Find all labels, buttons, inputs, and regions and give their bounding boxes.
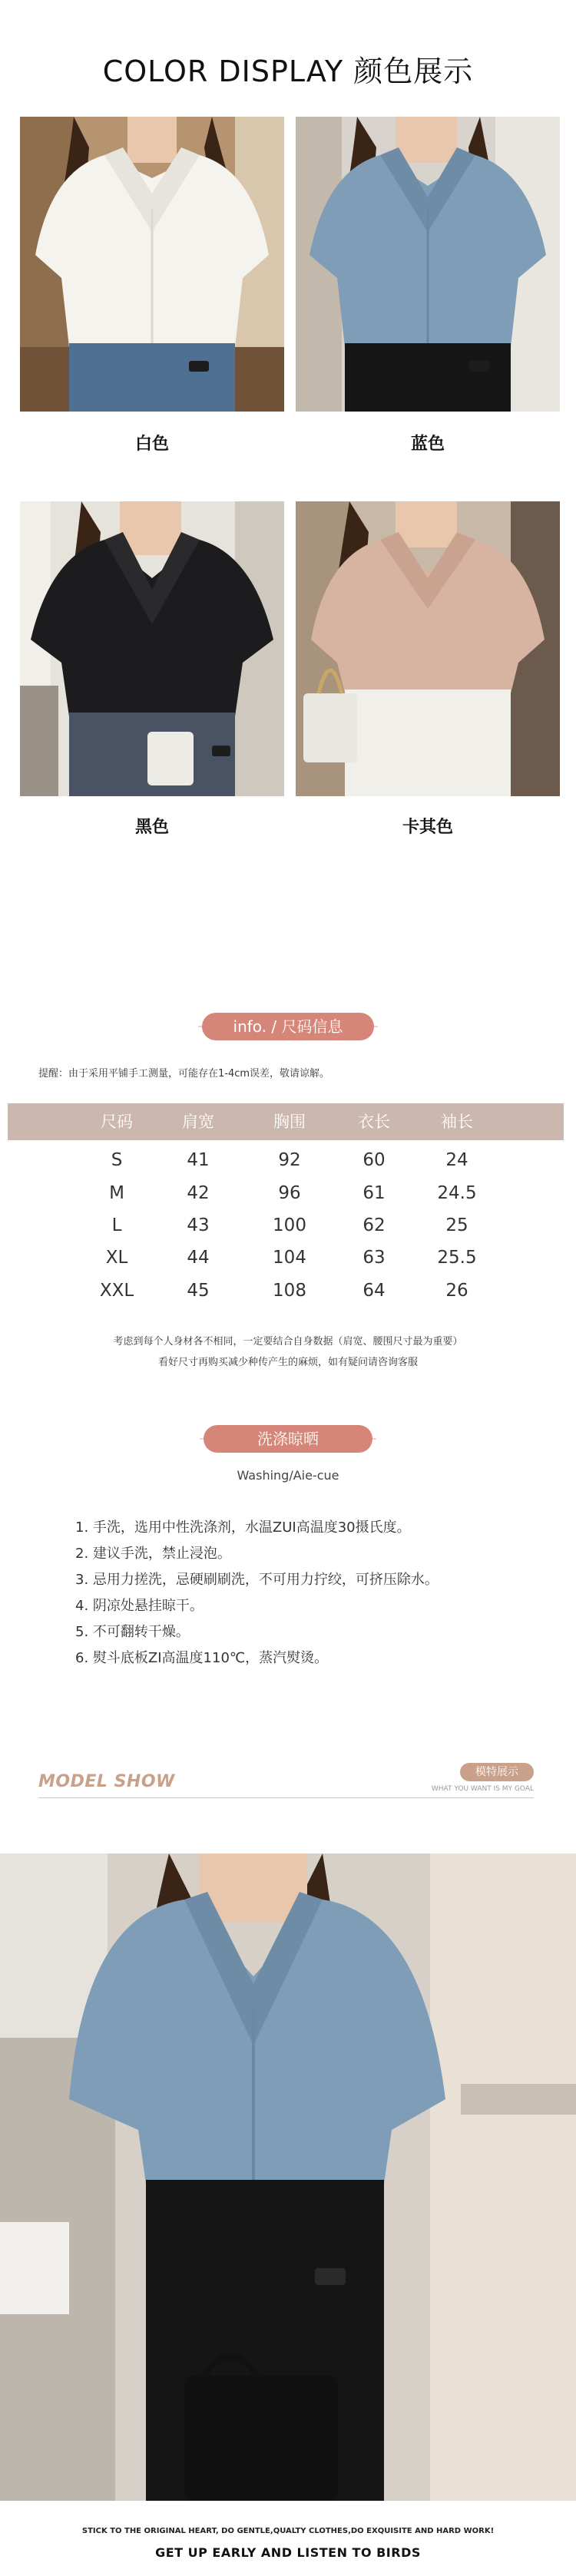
header-bust: 胸围 [273,1113,306,1131]
model-image [0,1853,576,2501]
wash-instruction: 6. 熨斗底板ZI高温度110℃，蒸汽熨烫。 [75,1650,329,1666]
shoulder-cell: 43 [187,1215,210,1235]
black-shirt-image [20,501,284,796]
color-display-title: COLOR DISPLAY 颜色展示 [102,55,474,88]
wash-instruction: 2. 建议手洗，禁止浸泡。 [75,1546,231,1562]
variant-photo-black[interactable] [20,501,284,796]
wash-instruction: 4. 阴凉处悬挂晾干。 [75,1598,204,1614]
model-show-divider [38,1797,534,1798]
bust-cell: 108 [273,1281,306,1301]
header-sleeve: 袖长 [441,1113,473,1131]
shoulder-cell: 45 [187,1281,210,1301]
header-length: 衣长 [358,1113,390,1131]
length-cell: 63 [362,1248,386,1268]
header-shoulder: 肩宽 [182,1113,214,1131]
bust-cell: 100 [273,1215,306,1235]
model-show-subtitle: WHAT YOU WANT IS MY GOAL [431,1785,534,1793]
footer-slogan: STICK TO THE ORIGINAL HEART, DO GENTLE,QUALTY CLOTHES,DO EXQUISITE AND HARD WORK! [81,2527,495,2535]
footer-tagline: GET UP EARLY AND LISTEN TO BIRDS [155,2545,421,2560]
length-cell: 64 [362,1281,386,1301]
sleeve-cell: 24.5 [437,1183,477,1203]
khaki-shirt-image [296,501,560,796]
length-cell: 61 [362,1183,386,1203]
variant-photo-blue[interactable] [296,117,560,412]
model-show-badge: 模特展示 [460,1763,534,1781]
variant-label-black: 黑色 [134,818,169,837]
size-cell: L [111,1215,122,1235]
bust-cell: 96 [278,1183,301,1203]
sleeve-cell: 25.5 [437,1248,477,1268]
length-cell: 60 [362,1150,386,1170]
header-size: 尺码 [101,1113,133,1131]
size-cell: XL [105,1248,128,1268]
length-cell: 62 [362,1215,386,1235]
shoulder-cell: 42 [187,1183,210,1203]
variant-label-blue: 蓝色 [410,435,445,454]
variant-photo-white[interactable] [20,117,284,412]
washing-section-label: 洗涤晾晒 [204,1425,372,1453]
size-cell: XXL [99,1281,134,1301]
size-cell: S [111,1150,123,1170]
wash-instruction: 1. 手洗，选用中性洗涤剂，水温ZUI高温度30摄氏度。 [75,1519,411,1536]
variant-label-white: 白色 [134,435,169,454]
bust-cell: 104 [273,1248,306,1268]
variant-label-khaki: 卡其色 [402,818,453,837]
sleeve-cell: 26 [445,1281,468,1301]
wash-instruction: 3. 忌用力搓洗，忌硬刷刷洗，不可用力拧绞，可挤压除水。 [75,1572,439,1588]
sleeve-cell: 25 [445,1215,468,1235]
info-section-label: info. / 尺码信息 [202,1013,374,1040]
blue-shirt-image [296,117,560,412]
size-note-1: 考虑到每个人身材各不相同，一定要结合自身数据（肩宽、腰围尺寸最为重要） [113,1336,463,1348]
sleeve-cell: 24 [445,1150,468,1170]
measurement-tip: 提醒：由于采用平铺手工测量，可能存在1-4cm误差，敬请谅解。 [38,1068,330,1080]
wash-instruction: 5. 不可翻转干燥。 [75,1624,190,1640]
variant-photo-khaki[interactable] [296,501,560,796]
size-cell: M [109,1183,124,1203]
model-photo[interactable] [0,1853,576,2501]
size-note-2: 看好尺寸再购买减少种传产生的麻烦，如有疑问请咨询客服 [157,1357,418,1368]
shoulder-cell: 41 [187,1150,210,1170]
white-shirt-image [20,117,284,412]
shoulder-cell: 44 [187,1248,210,1268]
bust-cell: 92 [278,1150,301,1170]
size-table-header [8,1103,564,1140]
model-show-title: MODEL SHOW [38,1772,175,1791]
washing-subtitle: Washing/Aie-cue [237,1468,339,1483]
